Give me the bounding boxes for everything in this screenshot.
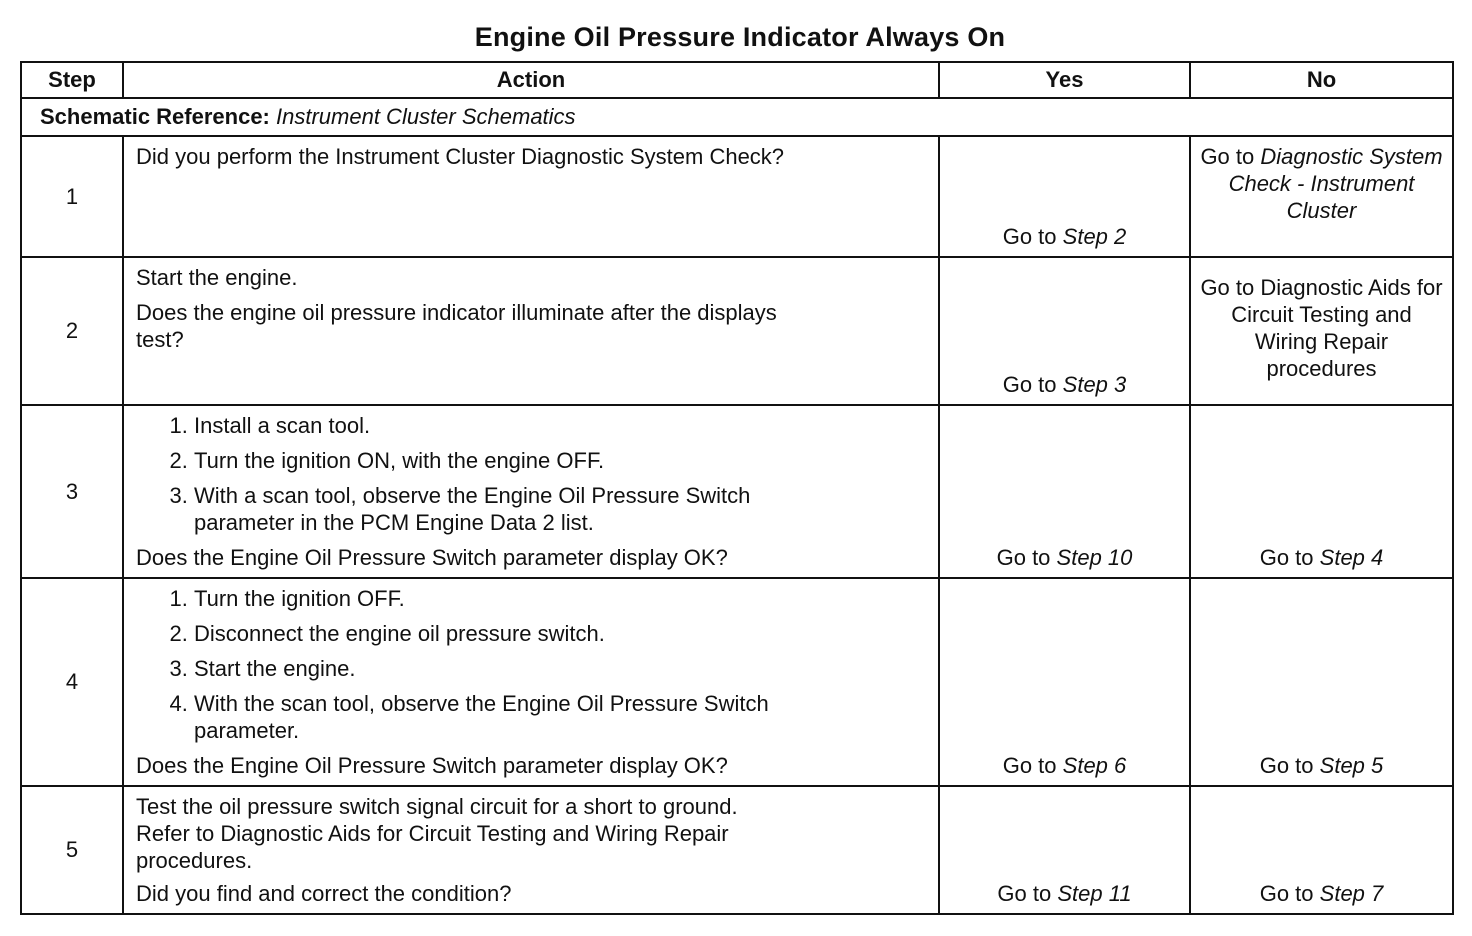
yes-cell xyxy=(939,786,1190,914)
step-number: 5 xyxy=(21,786,123,914)
action-question: Does the Engine Oil Pressure Switch parameter display OK? xyxy=(136,753,728,778)
no-target: Step 5 xyxy=(1319,753,1384,778)
no-cell xyxy=(1190,136,1453,257)
yes-prefix: Go to xyxy=(1002,753,1057,778)
yes-cell xyxy=(939,136,1190,257)
action-line: Did you perform the Instrument Cluster Diagnostic System Check? xyxy=(136,144,785,169)
no-prefix: Go to xyxy=(1200,144,1255,169)
header-step: Step xyxy=(21,62,123,98)
yes-target: Step 6 xyxy=(1062,753,1127,778)
yes-target: Step 10 xyxy=(1056,545,1133,570)
action-line: Start the engine. xyxy=(136,265,298,290)
list-item: 1. Install a scan tool. xyxy=(194,412,926,439)
action-question: Did you find and correct the condition? xyxy=(136,881,512,906)
step-action xyxy=(123,578,939,786)
header-yes: Yes xyxy=(939,62,1190,98)
yes-prefix: Go to xyxy=(997,881,1052,906)
step-action xyxy=(123,257,939,405)
yes-target: Step 2 xyxy=(1062,224,1127,249)
page-title: Engine Oil Pressure Indicator Always On xyxy=(474,22,1006,52)
no-cell xyxy=(1190,786,1453,914)
table-row xyxy=(21,257,1453,405)
no-prefix: Go to xyxy=(1259,753,1314,778)
action-list xyxy=(136,585,926,744)
yes-cell xyxy=(939,405,1190,578)
yes-prefix: Go to xyxy=(1002,372,1057,397)
schematic-reference xyxy=(21,98,1453,136)
step-number: 1 xyxy=(21,136,123,257)
list-item: 2. Turn the ignition ON, with the engine OFF. xyxy=(194,447,926,474)
yes-prefix: Go to xyxy=(996,545,1051,570)
list-item: 3. With a scan tool, observe the Engine Oil Pressure Switch parameter in the PCM Engine Data 2 list. xyxy=(194,482,926,536)
header-action: Action xyxy=(123,62,939,98)
no-target: Step 7 xyxy=(1319,881,1384,906)
no-prefix: Go to xyxy=(1259,881,1314,906)
step-action xyxy=(123,136,939,257)
no-cell xyxy=(1190,578,1453,786)
list-item: 2. Disconnect the engine oil pressure switch. xyxy=(194,620,926,647)
yes-prefix: Go to xyxy=(1002,224,1057,249)
no-cell xyxy=(1190,257,1453,405)
step-number: 2 xyxy=(21,257,123,405)
header-no: No xyxy=(1190,62,1453,98)
yes-target: Step 11 xyxy=(1057,881,1132,906)
table-row xyxy=(21,786,1453,914)
step-number: 4 xyxy=(21,578,123,786)
step-action xyxy=(123,786,939,914)
action-line: Refer to Diagnostic Aids for Circuit Testing and Wiring Repair procedures. xyxy=(136,821,729,873)
list-item: 3. Start the engine. xyxy=(194,655,926,682)
no-text: Go to Diagnostic Aids for Circuit Testing and Wiring Repair procedures xyxy=(1200,275,1443,381)
table-row xyxy=(21,405,1453,578)
no-target: Diagnostic System Check - Instrument Cluster xyxy=(1228,144,1443,223)
schematic-label: Schematic Reference: xyxy=(40,104,270,129)
step-action xyxy=(123,405,939,578)
yes-target: Step 3 xyxy=(1062,372,1127,397)
action-list xyxy=(136,412,926,536)
no-cell xyxy=(1190,405,1453,578)
diagnostic-table xyxy=(20,61,1454,915)
list-item: 1. Turn the ignition OFF. xyxy=(194,585,926,612)
action-line: Does the engine oil pressure indicator illuminate after the displays test? xyxy=(136,300,777,352)
table-row xyxy=(21,578,1453,786)
list-item: 4. With the scan tool, observe the Engine Oil Pressure Switch parameter. xyxy=(194,690,926,744)
table-row xyxy=(21,136,1453,257)
schematic-row xyxy=(21,98,1453,136)
no-target: Step 4 xyxy=(1319,545,1384,570)
header-row xyxy=(21,62,1453,98)
schematic-value: Instrument Cluster Schematics xyxy=(276,104,576,129)
action-question: Does the Engine Oil Pressure Switch parameter display OK? xyxy=(136,545,728,570)
action-line: Test the oil pressure switch signal circuit for a short to ground. xyxy=(136,794,738,819)
yes-cell xyxy=(939,257,1190,405)
yes-cell xyxy=(939,578,1190,786)
step-number: 3 xyxy=(21,405,123,578)
no-prefix: Go to xyxy=(1259,545,1314,570)
